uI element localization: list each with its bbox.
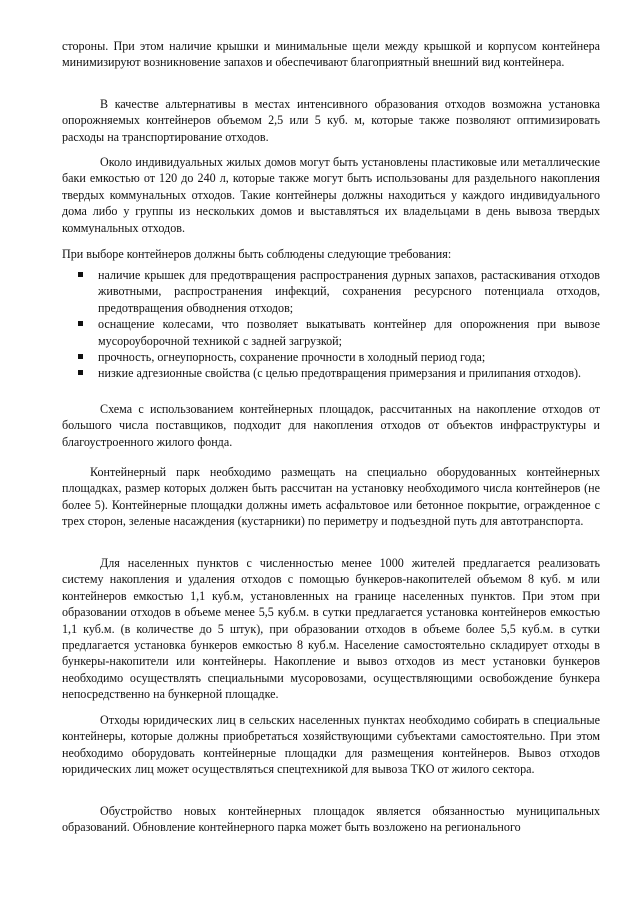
paragraph-container-lids: стороны. При этом наличие крышки и минимальные щели между крышкой и корпусом контейнера минимизируют возникновение запахов и обеспечивают благоприятный внешний вид контейнера. — [62, 39, 600, 70]
paragraph-individual-houses: Около индивидуальных жилых домов могут быть установлены пластиковые или металлические баки емкостью от 120 до 240 л, которые также могут быть использованы для раздельного накопления твердых коммунальных отходов. Такие контейнеры должны находиться у каждого индивидуального дома либо у группы из нескольких домов и выставляться их владельцами в день вывоза твердых коммунальных отходов. — [62, 155, 600, 235]
bullet-marker — [78, 370, 83, 375]
paragraph-requirements-intro: При выборе контейнеров должны быть соблюдены следующие требования: — [62, 247, 452, 261]
requirements-list — [62, 267, 600, 382]
paragraph-legal-entities: Отходы юридических лиц в сельских населенных пунктах необходимо собирать в специальные контейнеры, которые должны приобретаться хозяйствующими субъектами самостоятельно. При этом необходимо оборудовать контейнерные площадки для размещения контейнеров. Вывоз отходов юридических лиц может осуществляться спецтехникой для вывоза ТКО от жилого сектора. — [62, 713, 600, 777]
bullet-marker — [78, 321, 83, 326]
paragraph-new-sites: Обустройство новых контейнерных площадок является обязанностью муниципальных образований. Обновление контейнерного парка может быть возложено на регионального — [62, 804, 600, 835]
list-item: оснащение колесами, что позволяет выкатывать контейнер для опорожнения при вывозе мусороуборочной техникой с задней загрузкой; — [62, 316, 600, 349]
paragraph-alternative-containers: В качестве альтернативы в местах интенсивного образования отходов возможна установка опорожняемых контейнеров объемом 2,5 или 5 куб. м, которые также позволяют оптимизировать расходы на транспортирование отходов. — [62, 97, 600, 144]
bullet-marker — [78, 354, 83, 359]
list-item: прочность, огнеупорность, сохранение прочности в холодный период года; — [62, 349, 600, 365]
bullet-marker — [78, 272, 83, 277]
list-item: низкие адгезионные свойства (с целью предотвращения примерзания и прилипания отходов). — [62, 365, 600, 381]
paragraph-small-settlements: Для населенных пунктов с численностью менее 1000 жителей предлагается реализовать систему накопления и удаления отходов с помощью бункеров-накопителей объемом 8 куб. м или контейнеров емкостью 1,1 куб.м, установленных на границе населенных пунктов. При этом при образовании отходов в объеме менее 5,5 куб.м. в сутки предлагается установка контейнеров емкостью 1,1 куб.м. (в количестве до 5 штук), при образовании отходов в объеме более 5,5 куб.м. в сутки предлагается установка бункеров емкостью 8 куб.м. Население самостоятельно складирует отходы в бункеры-накопители или контейнеры. Накопление и вывоз отходов из мест установки бункеров необходимо осуществлять специальными мусоровозами, осуществляющими освобождение бункера непосредственно на бункерной площадке. — [62, 556, 600, 702]
paragraph-container-sites: Контейнерный парк необходимо размещать на специально оборудованных контейнерных площадках, размер которых должен быть рассчитан на установку необходимого числа контейнеров (не более 5). Контейнерные площадки должны иметь асфальтовое или бетонное покрытие, огражденное с трех сторон, зеленые насаждения (кустарники) по периметру и подъездной путь для автотранспорта. — [62, 465, 600, 529]
list-item: наличие крышек для предотвращения распространения дурных запахов, растаскивания отходов животными, распространения инфекций, сохранения ресурсного потенциала отходов, предотвращения обводнения отходов; — [62, 267, 600, 316]
paragraph-container-scheme: Схема с использованием контейнерных площадок, рассчитанных на накопление отходов от большого числа поставщиков, подходит для накопления отходов от объектов инфраструктуры и благоустроенного жилого фонда. — [62, 402, 600, 449]
